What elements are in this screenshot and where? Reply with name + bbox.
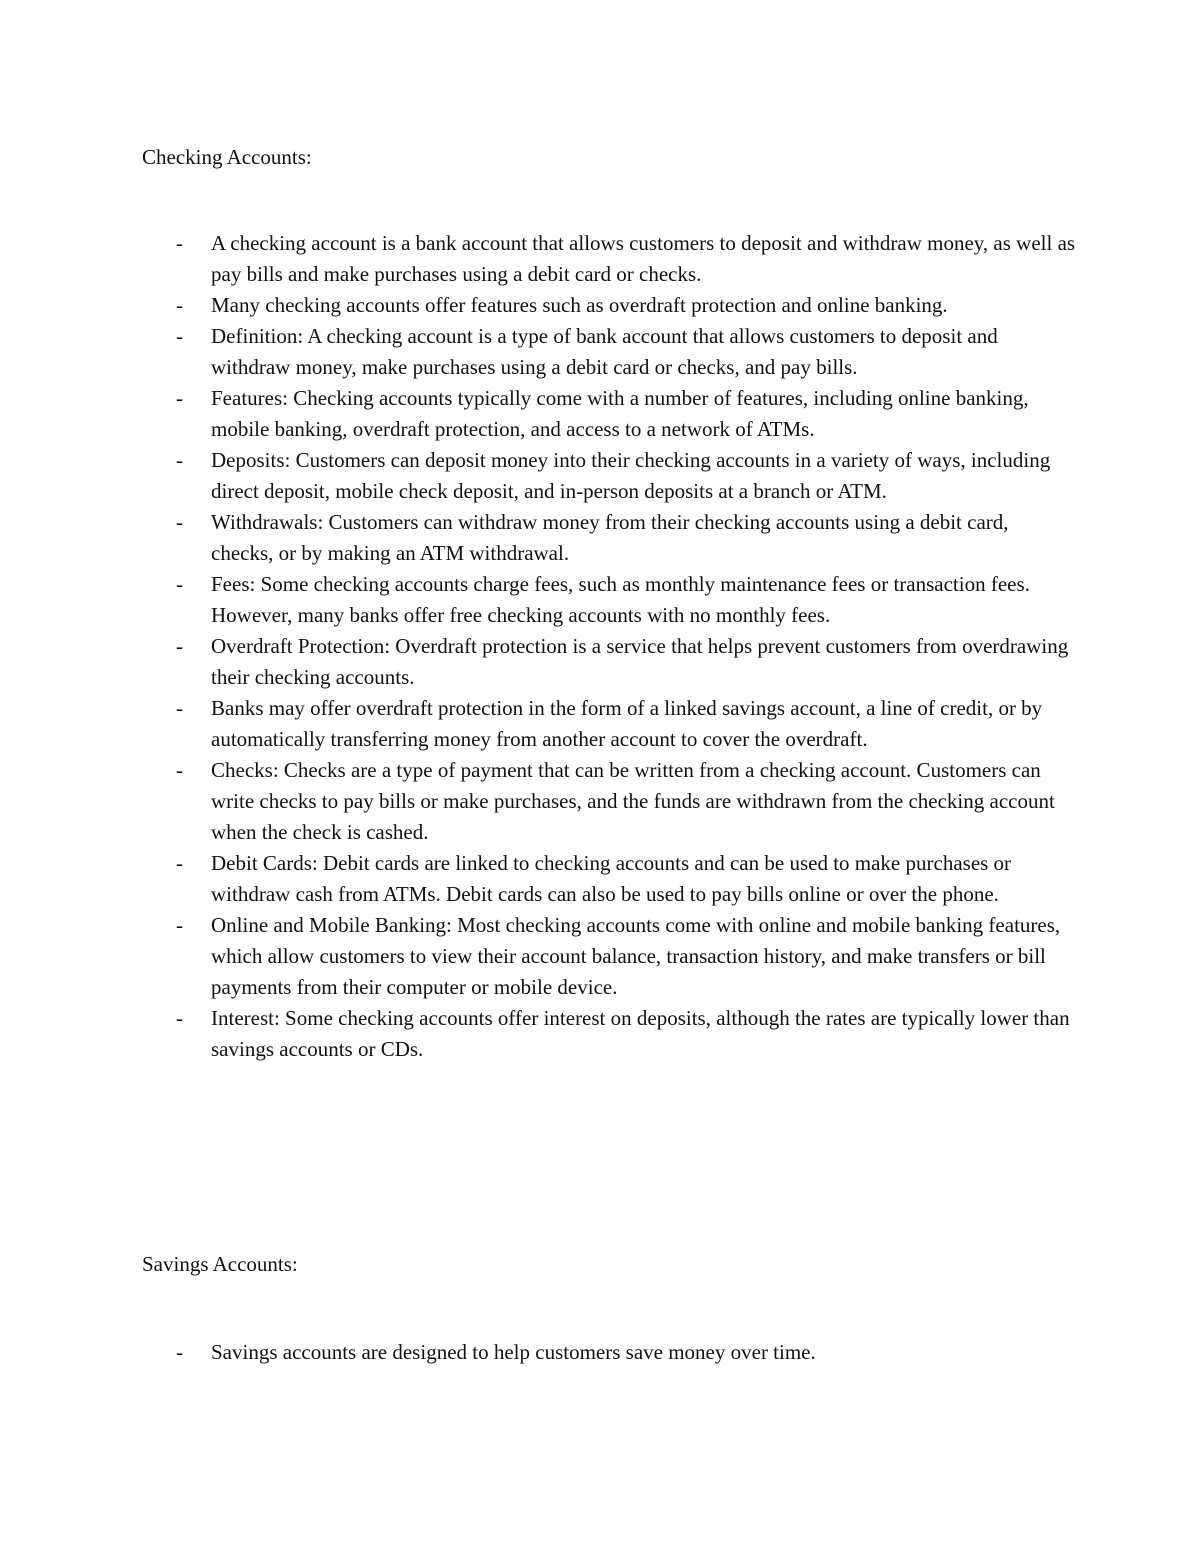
bullet-dash: - <box>176 913 183 937</box>
list-item <box>176 848 1076 910</box>
list-item <box>176 321 1076 383</box>
list-item-text: Checks: Checks are a type of payment that can be written from a checking account. Customers can write checks to pay bills or make purchases, and the funds are withdrawn from the checking account when the check is cashed. <box>211 758 1055 844</box>
list-item-text: Overdraft Protection: Overdraft protection is a service that helps prevent customers from overdrawing their checking accounts. <box>211 634 1069 689</box>
list-item-text: Debit Cards: Debit cards are linked to checking accounts and can be used to make purchases or withdraw cash from ATMs. Debit cards can also be used to pay bills online or over the phone. <box>211 851 1012 906</box>
list-item <box>176 290 1076 321</box>
bullet-dash: - <box>176 572 183 596</box>
bullet-dash: - <box>176 851 183 875</box>
list-item-text: Withdrawals: Customers can withdraw money from their checking accounts using a debit card, checks, or by making an ATM withdrawal. <box>211 510 1009 565</box>
section-heading-checking: Checking Accounts: <box>142 145 312 169</box>
list-item-text: Features: Checking accounts typically come with a number of features, including online banking, mobile banking, overdraft protection, and access to a network of ATMs. <box>211 386 1029 441</box>
list-item-text: Many checking accounts offer features such as overdraft protection and online banking. <box>211 293 948 317</box>
list-item-text: Definition: A checking account is a type of bank account that allows customers to deposit and withdraw money, make purchases using a debit card or checks, and pay bills. <box>211 324 998 379</box>
bullet-dash: - <box>176 510 183 534</box>
bullet-dash: - <box>176 696 183 720</box>
list-item <box>176 693 1076 755</box>
bullet-dash: - <box>176 293 183 317</box>
list-item-text: Interest: Some checking accounts offer interest on deposits, although the rates are typically lower than savings accounts or CDs. <box>211 1006 1070 1061</box>
list-item <box>176 445 1076 507</box>
list-item-text: A checking account is a bank account that allows customers to deposit and withdraw money, as well as pay bills and make purchases using a debit card or checks. <box>211 231 1076 286</box>
bullet-dash: - <box>176 1340 183 1364</box>
list-item <box>176 910 1076 1003</box>
list-item-text: Deposits: Customers can deposit money into their checking accounts in a variety of ways, including direct deposit, mobile check deposit, and in-person deposits at a branch or ATM. <box>211 448 1051 503</box>
list-item <box>176 631 1076 693</box>
list-item-text: Online and Mobile Banking: Most checking accounts come with online and mobile banking features, which allow customers to view their account balance, transaction history, and make transfers or bill payments from their computer or mobile device. <box>211 913 1061 999</box>
bullet-list-savings <box>176 1337 1076 1368</box>
list-item <box>176 1003 1076 1065</box>
list-item <box>176 228 1076 290</box>
list-item-text: Fees: Some checking accounts charge fees, such as monthly maintenance fees or transaction fees. However, many banks offer free checking accounts with no monthly fees. <box>211 572 1030 627</box>
list-item <box>176 507 1076 569</box>
list-item-text: Banks may offer overdraft protection in the form of a linked savings account, a line of credit, or by automatically transferring money from another account to cover the overdraft. <box>211 696 1043 751</box>
section-heading-savings: Savings Accounts: <box>142 1252 298 1276</box>
list-item <box>176 755 1076 848</box>
bullet-dash: - <box>176 324 183 348</box>
bullet-dash: - <box>176 1006 183 1030</box>
bullet-dash: - <box>176 758 183 782</box>
bullet-dash: - <box>176 448 183 472</box>
bullet-dash: - <box>176 231 183 255</box>
bullet-dash: - <box>176 634 183 658</box>
list-item <box>176 383 1076 445</box>
list-item-text: Savings accounts are designed to help customers save money over time. <box>211 1340 816 1364</box>
list-item <box>176 1337 1076 1368</box>
list-item <box>176 569 1076 631</box>
bullet-list-checking <box>176 228 1076 1065</box>
bullet-dash: - <box>176 386 183 410</box>
